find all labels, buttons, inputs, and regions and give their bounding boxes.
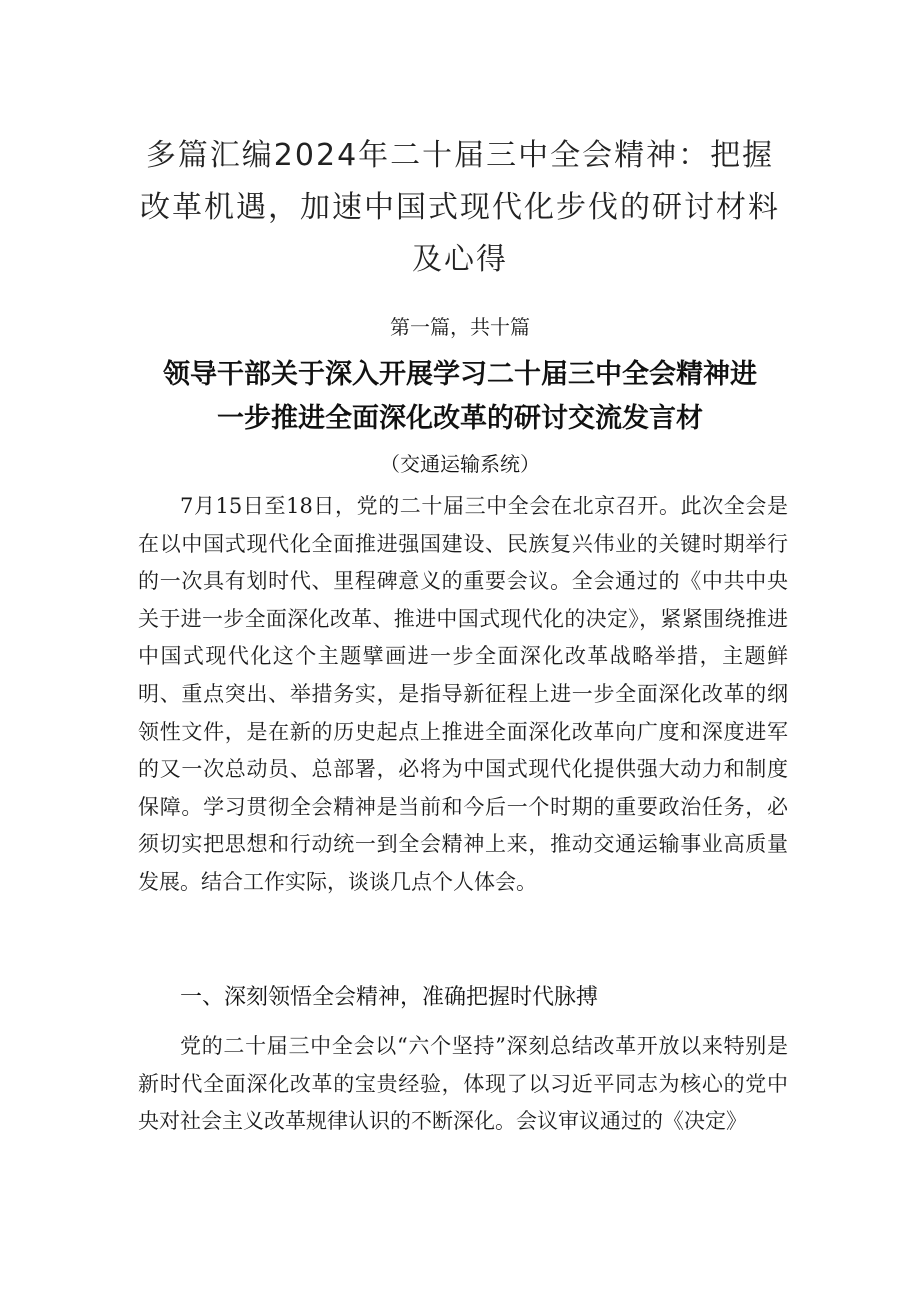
speech-subtitle: （交通运输系统） [380, 452, 540, 476]
body-paragraph-1: 7月15日至18日，党的二十届三中全会在北京召开。此次全会是在以中国式现代化全面推进强国建设、民族复兴伟业的关键时期举行的一次具有划时代、里程碑意义的重要会议。全会通过的《中共中央关于进一步全面深化改革、推进中国式现代化的决定》，紧紧围绕推进中国式现代化这个主题擘画进一步全面深化改革战略举措，主题鲜明、重点突出、举措务实，是指导新征程上进一步全面深化改革的纲领性文件，是在新的历史起点上推进全面深化改革向广度和深度进军的又一次总动员、总部署，必将为中国式现代化提供强大动力和制度保障。学习贯彻全会精神是当前和今后一个时期的重要政治任务，必须切实把思想和行动统一到全会精神上来，推动交通运输事业高质量发展。结合工作实际，谈谈几点个人体会。 [138, 494, 788, 894]
section-heading-1: 一、深刻领悟全会精神，准确把握时代脉搏 [180, 985, 599, 1010]
document-title: 多篇汇编2024年二十届三中全会精神：把握改革机遇，加速中国式现代化步伐的研讨材料及心得 [140, 138, 780, 278]
body-paragraph-2: 党的二十届三中全会以“六个坚持”深刻总结改革开放以来特别是新时代全面深化改革的宝贵经验，体现了以习近平同志为核心的党中央对社会主义改革规律认识的不断深化。会议审议通过的《决定》 [138, 1034, 788, 1134]
part-label: 第一篇，共十篇 [390, 315, 530, 339]
speech-title: 领导干部关于深入开展学习二十届三中全会精神进一步推进全面深化改革的研讨交流发言材 [163, 359, 757, 434]
